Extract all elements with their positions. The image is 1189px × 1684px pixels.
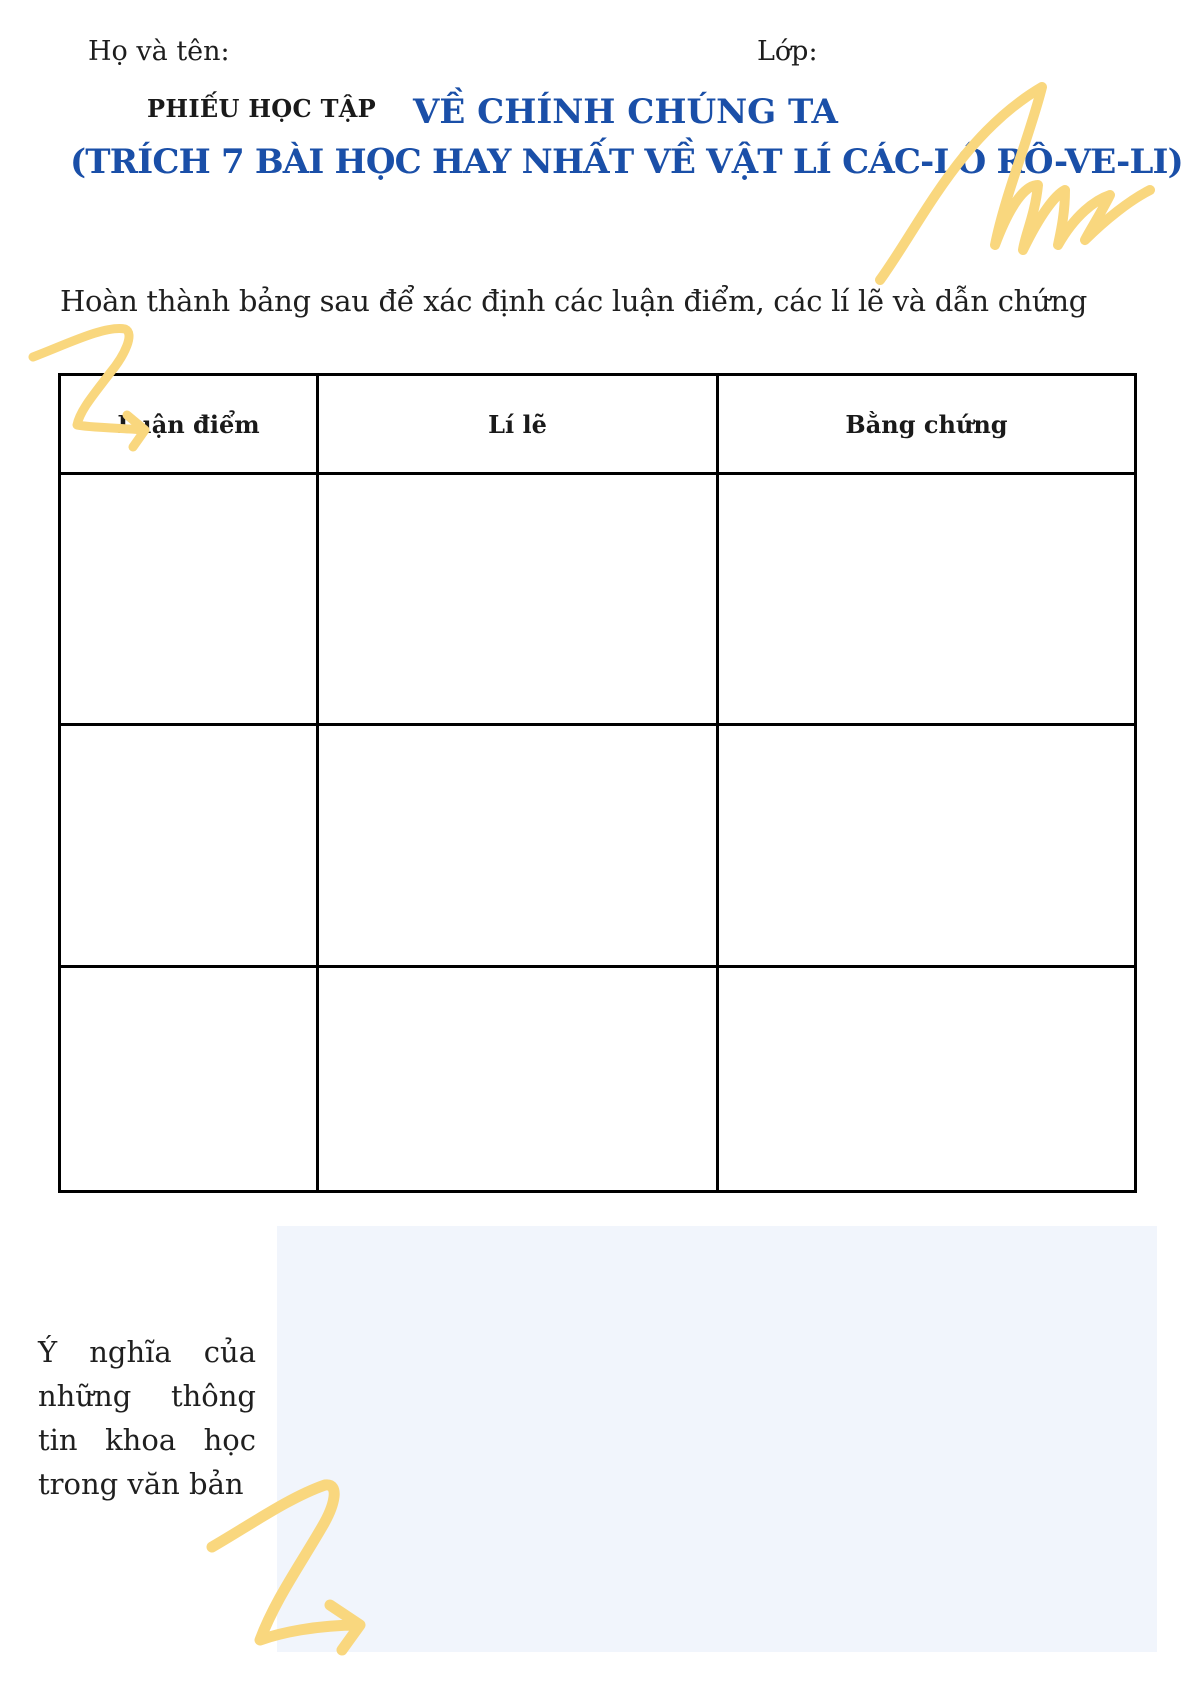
table-row (60, 967, 1136, 1192)
cell-luan-diem[interactable] (60, 724, 318, 967)
cell-luan-diem[interactable] (60, 474, 318, 725)
header-bang-chung: Bằng chứng (718, 375, 1136, 474)
cell-bang-chung[interactable] (718, 724, 1136, 967)
cell-li-le[interactable] (318, 474, 718, 725)
instruction-text: Hoàn thành bảng sau để xác định các luận điểm, các lí lẽ và dẫn chứng (60, 284, 1088, 318)
table-header-row (60, 375, 1136, 474)
header-li-le: Lí lẽ (318, 375, 718, 474)
cell-bang-chung[interactable] (718, 474, 1136, 725)
cell-bang-chung[interactable] (718, 967, 1136, 1192)
table-row (60, 474, 1136, 725)
title-line-2: (TRÍCH 7 BÀI HỌC HAY NHẤT VỀ VẬT LÍ CÁC-LÔ RÔ-VE-LI) (70, 142, 1183, 182)
scribble-top-right-decoration (860, 75, 1160, 290)
cell-li-le[interactable] (318, 967, 718, 1192)
cell-luan-diem[interactable] (60, 967, 318, 1192)
title-line-1: VỀ CHÍNH CHÚNG TA (413, 92, 838, 132)
cell-li-le[interactable] (318, 724, 718, 967)
header-luan-diem: Luận điểm (60, 375, 318, 474)
worksheet-table (58, 373, 1137, 1193)
worksheet-label: PHIẾU HỌC TẬP (147, 94, 376, 123)
name-label: Họ và tên: (88, 36, 230, 67)
meaning-label: Ý nghĩa của những thông tin khoa học trong văn bản (38, 1335, 256, 1501)
table-row (60, 724, 1136, 967)
meaning-answer-box[interactable] (277, 1226, 1157, 1652)
class-label: Lớp: (757, 36, 818, 67)
